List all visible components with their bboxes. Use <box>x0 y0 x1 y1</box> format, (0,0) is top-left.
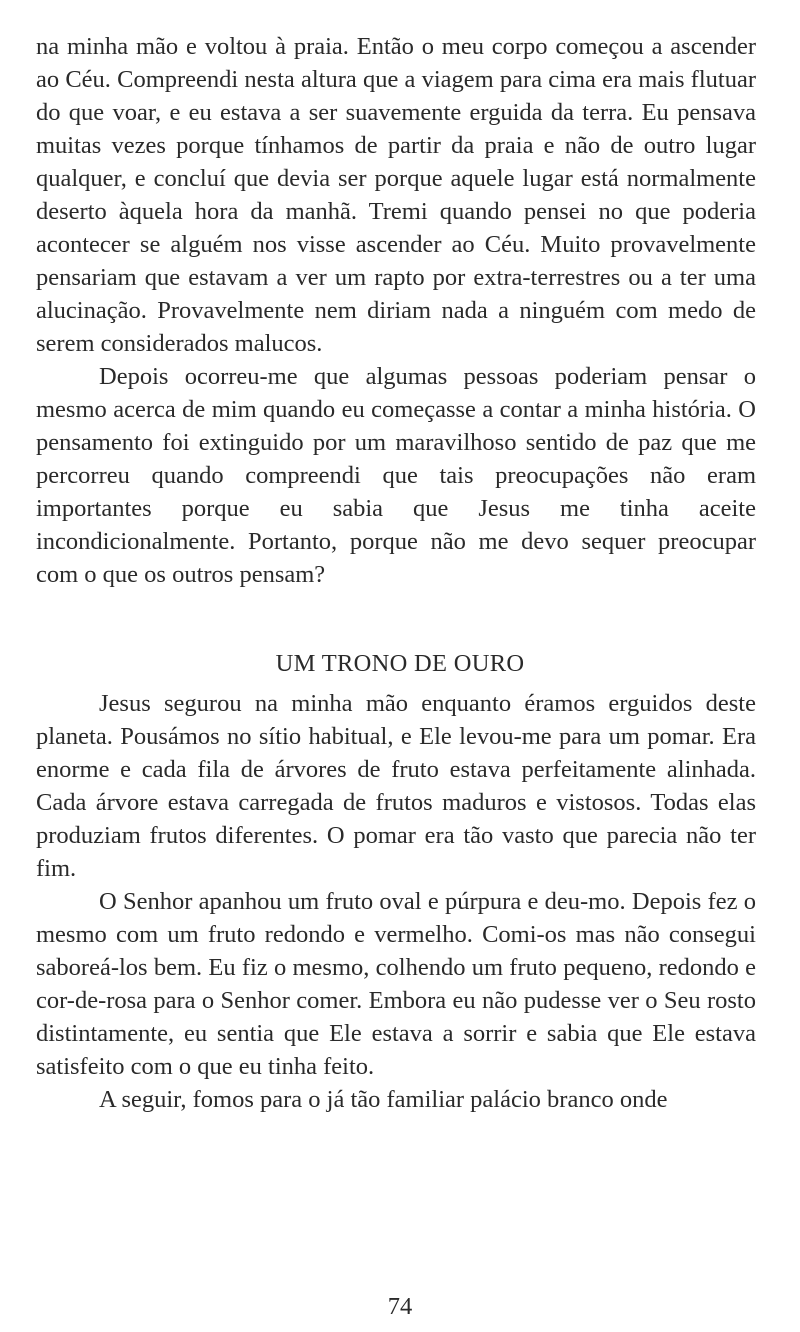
paragraph: O Senhor apanhou um fruto oval e púrpura e deu-mo. Depois fez o mesmo com um fruto redondo e vermelho. Comi-os mas não consegui saboreá-los bem. Eu fiz o mesmo, colhendo um fruto pequeno, redondo e cor-de-rosa para o Senhor comer. Embora eu não pudesse ver o Seu rosto distintamente, eu sentia que Ele estava a sorrir e sabia que Ele estava satisfeito com o que eu tinha feito. <box>36 888 756 1080</box>
section-heading: UM TRONO DE OURO <box>275 650 525 677</box>
body-text-top <box>36 30 756 591</box>
page-number: 74 <box>387 1293 413 1320</box>
paragraph: Jesus segurou na minha mão enquanto éramos erguidos deste planeta. Pousámos no sítio habitual, e Ele levou-me para um pomar. Era enorme e cada fila de árvores de fruto estava perfeitamente alinhada. Cada árvore estava carregada de frutos maduros e vistosos. Todas elas produziam frutos diferentes. O pomar era tão vasto que parecia não ter fim. <box>36 690 756 882</box>
paragraph: Depois ocorreu-me que algumas pessoas poderiam pensar o mesmo acerca de mim quando eu começasse a contar a minha história. O pensamento foi extinguido por um maravilhoso sentido de paz que me percorreu quando compreendi que tais preocupações não eram importantes porque eu sabia que Jesus me tinha aceite incondicionalmente. Portanto, porque não me devo sequer preocupar com o que os outros pensam? <box>36 363 756 588</box>
paragraph: na minha mão e voltou à praia. Então o meu corpo começou a ascender ao Céu. Compreendi nesta altura que a viagem para cima era mais flutuar do que voar, e eu estava a ser suavemente erguida da terra. Eu pensava muitas vezes porque tínhamos de partir da praia e não de outro lugar qualquer, e concluí que devia ser porque aquele lugar está normalmente deserto àquela hora da manhã. Tremi quando pensei no que poderia acontecer se alguém nos visse ascender ao Céu. Muito provavelmente pensariam que estavam a ver um rapto por extra-terrestres ou a ter uma alucinação. Provavelmente nem diriam nada a ninguém com medo de serem considerados malucos. <box>36 33 756 357</box>
body-text-bottom <box>36 687 756 1116</box>
paragraph: A seguir, fomos para o já tão familiar palácio branco onde <box>99 1086 668 1113</box>
